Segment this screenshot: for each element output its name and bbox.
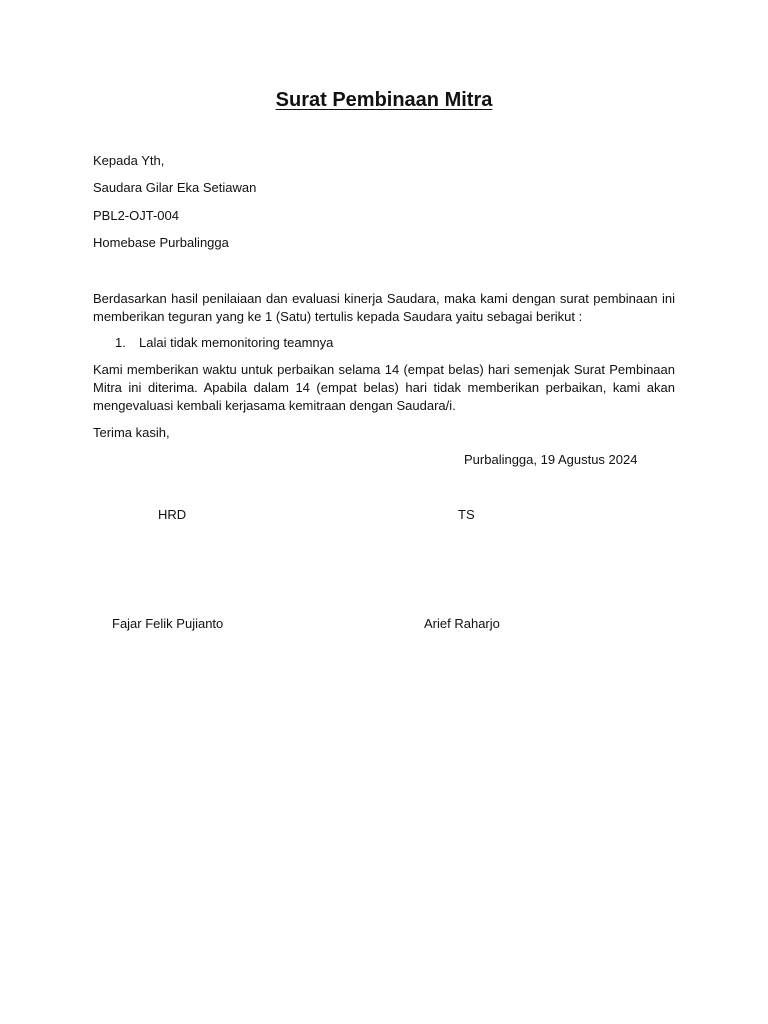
letter-title-text: Surat Pembinaan Mitra (275, 89, 493, 111)
intro-paragraph: Berdasarkan hasil penilaiaan dan evaluasi kinerja Saudara, maka kami dengan surat pembinaan ini memberikan teguran yang ke 1 (Satu) tertulis kepada Saudara yaitu sebagai berikut : (93, 291, 675, 324)
recipient-salutation: Kepada Yth, (93, 153, 165, 168)
list-item-number: 1. (115, 335, 126, 350)
signatory-name-hrd: Fajar Felik Pujianto (112, 616, 224, 631)
signatory-role-ts: TS (458, 507, 475, 522)
place-date: Purbalingga, 19 Agustus 2024 (464, 452, 638, 467)
recipient-name: Saudara Gilar Eka Setiawan (93, 180, 257, 195)
recipient-code: PBL2-OJT-004 (93, 208, 179, 223)
list-item-text: Lalai tidak memonitoring teamnya (139, 335, 334, 350)
recipient-homebase: Homebase Purbalingga (93, 235, 229, 250)
letter-title (0, 87, 768, 113)
list-item (115, 334, 333, 352)
followup-paragraph: Kami memberikan waktu untuk perbaikan selama 14 (empat belas) hari semenjak Surat Pembinaan Mitra ini diterima. Apabila dalam 14 (empat belas) hari tidak memberikan perbaikan, kami akan mengevaluasi kembali kerjasama kemitraan dengan Saudara/i. (93, 362, 675, 413)
closing-line: Terima kasih, (93, 425, 170, 440)
signatory-name-ts: Arief Raharjo (424, 616, 500, 631)
signatory-role-hrd: HRD (158, 507, 187, 522)
